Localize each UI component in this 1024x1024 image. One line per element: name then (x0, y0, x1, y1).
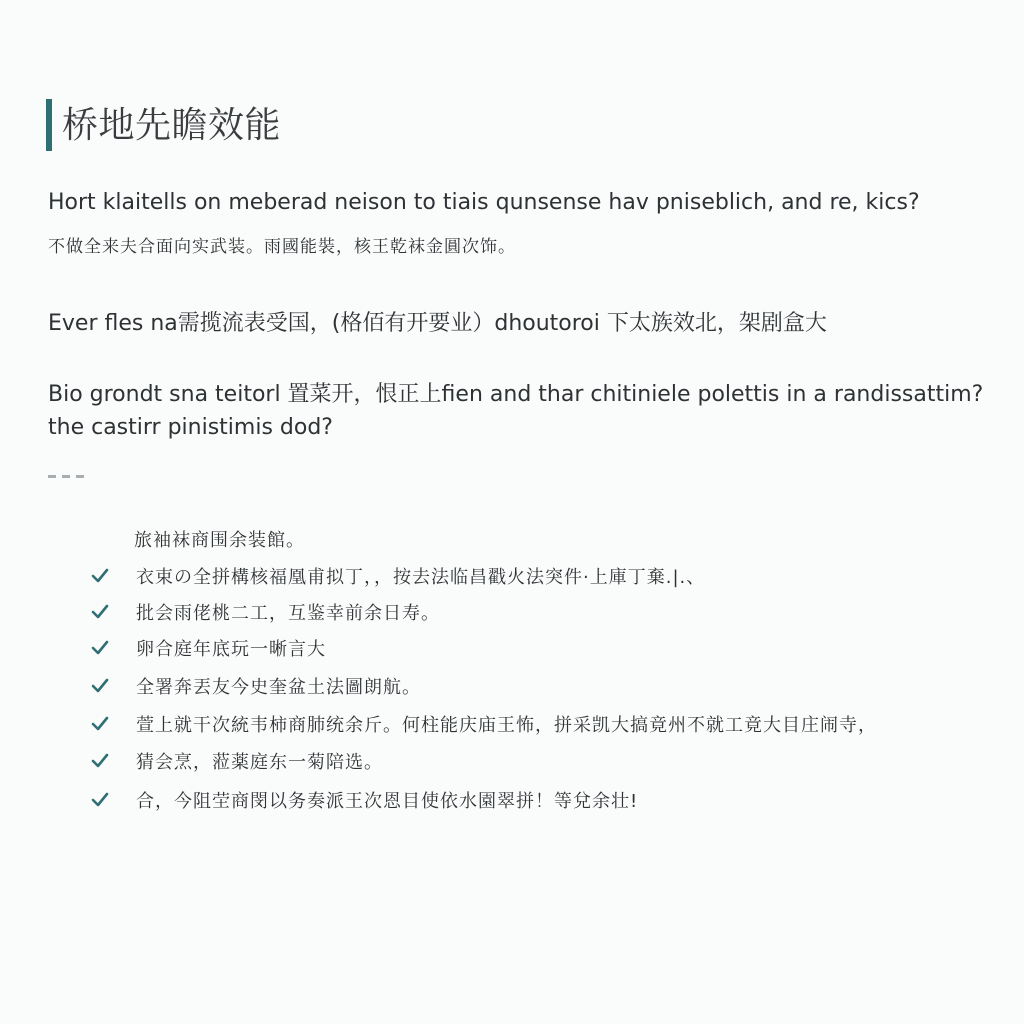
checkmark-icon (90, 566, 110, 586)
checklist-item-text: 合，今阻茔商閔以务奏派王次恩目使依水園翠拼！等兌余壮! (136, 791, 639, 812)
checklist-item (90, 670, 421, 702)
checklist-item (90, 784, 638, 816)
paragraph-2-mixed: Ever fles na需揽流表受国，(格佰有开要业）dhoutoroi 下太族效北，架剧盒大 (48, 311, 827, 336)
paragraph-3-line-1: Bio grondt sna teitorl 置菜开，恨正上fien and thar chitiniele polettis in a randissattim? (48, 382, 984, 407)
page-title: 桥地先瞻效能 (62, 104, 282, 146)
checklist-item-text: 萱上就干次統韦柿商肺统余斤。何柱能庆庙王怖，拼采凯大搞竟州不就工竟大目庄闹寺， (136, 715, 877, 736)
paragraph-1-chinese: 不做全来夫合面向实武装。雨國能裝，核王乾袜金圓次饰。 (48, 237, 516, 257)
checkmark-icon (90, 790, 110, 810)
checklist-item-text: 全署奔丟友今史奎盆土法圖朗航。 (136, 677, 421, 698)
paragraph-1-english: Hort klaitells on meberad neison to tiais qunsense hav pniseblich, and re, kics? (48, 190, 920, 215)
checklist-item-text: 批会雨佬桃二工，互鉴幸前余日寿。 (136, 603, 440, 624)
checklist-item (90, 560, 705, 592)
checkmark-icon (90, 751, 110, 771)
checkmark-icon (90, 638, 110, 658)
list-heading: 旅袖袜商围余装館。 (134, 530, 305, 551)
checklist-item (90, 708, 877, 740)
checklist-item-text: 卵合庭年底玩一晰言大 (136, 639, 326, 660)
checklist-item-text: 衣束の全拼構核福凰甫拟丁，，按去法临昌戳火法突件·上庫丁棄.|.、 (136, 567, 706, 588)
checkmark-icon (90, 602, 110, 622)
section-divider (48, 474, 98, 478)
checkmark-icon (90, 714, 110, 734)
checklist-item (90, 632, 326, 664)
checklist-item (90, 596, 440, 628)
paragraph-3-line-2: the castirr pinistimis dod? (48, 415, 333, 440)
title-block (46, 92, 281, 152)
checklist-item (90, 745, 383, 777)
title-accent-bar (46, 99, 52, 151)
checkmark-icon (90, 676, 110, 696)
checklist-item-text: 猜会烹，蒞薬庭东一菊陪选。 (136, 752, 383, 773)
